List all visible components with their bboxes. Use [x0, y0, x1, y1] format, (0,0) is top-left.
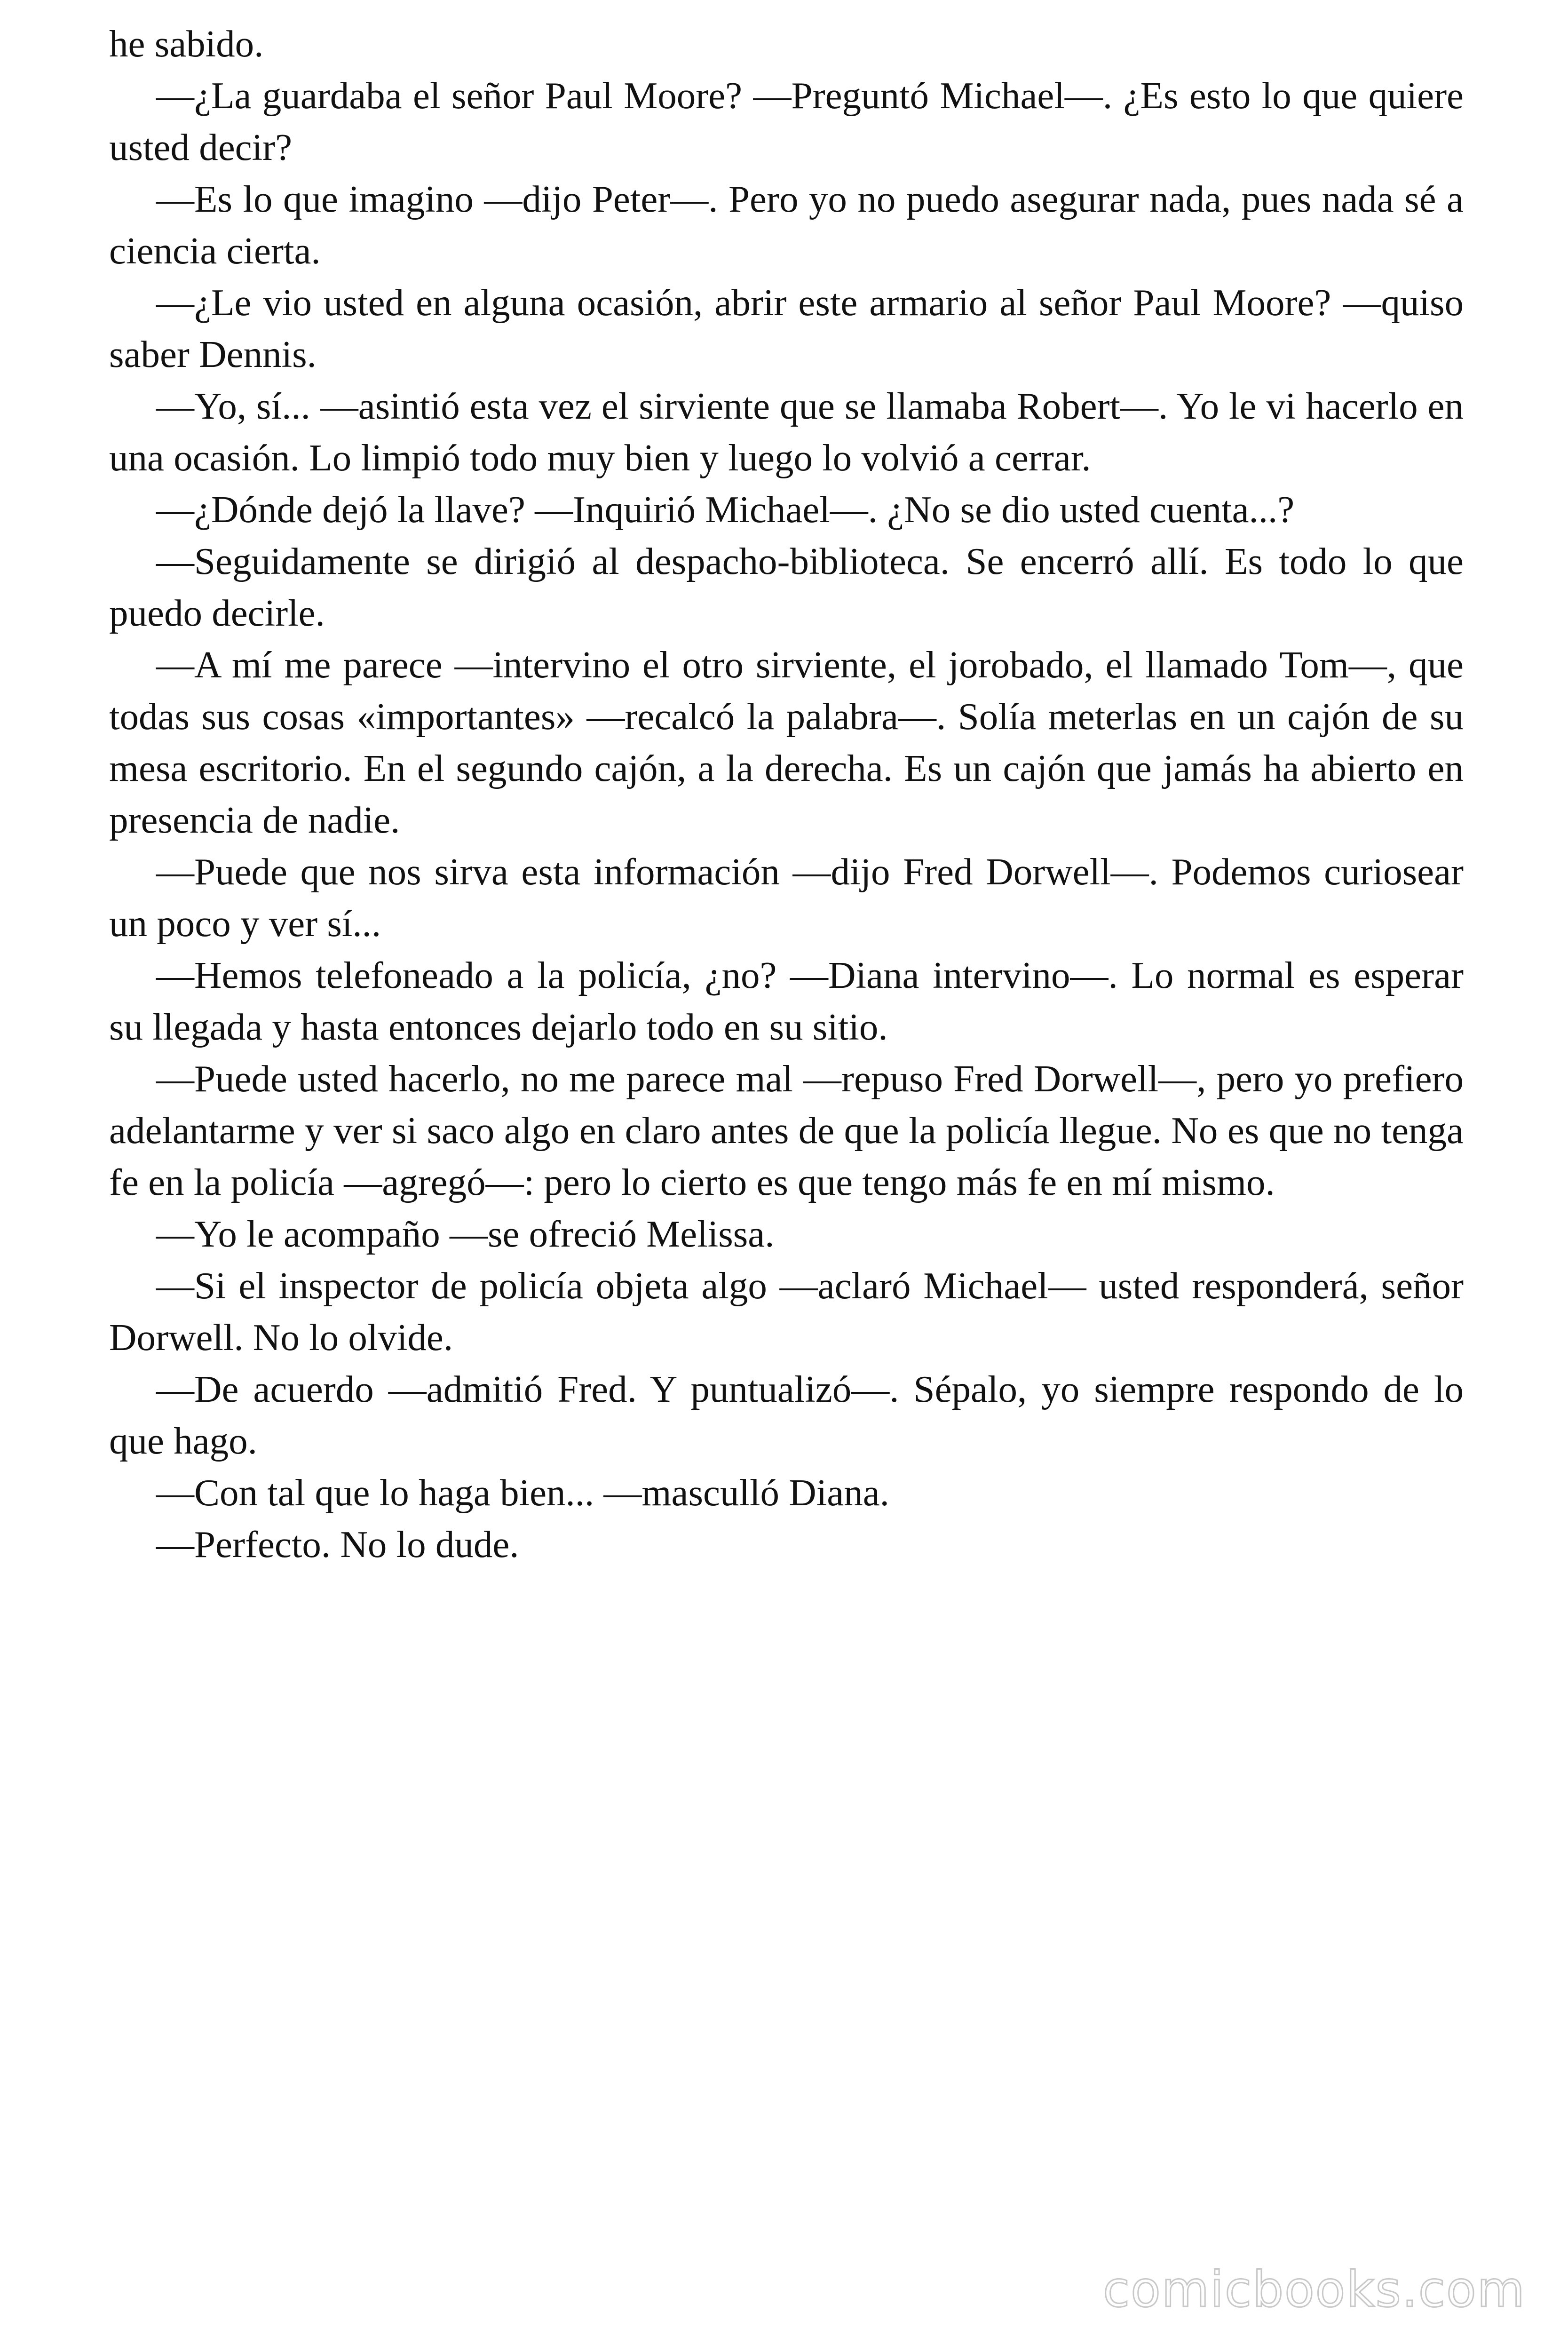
- paragraph-9: —Puede que nos sirva esta información —dijo Fred Dorwell—. Podemos curiosear un poco y ver sí...: [109, 850, 1464, 945]
- paragraph-8: —A mí me parece —intervino el otro sirviente, el jorobado, el llamado Tom—, que todas sus cosas «importantes» —recalcó la palabra—. Solía meterlas en un cajón de su mesa escritorio. En el segundo cajón, a la derecha. Es un cajón que jamás ha abierto en presencia de nadie.: [109, 644, 1464, 841]
- paragraph-11: —Puede usted hacerlo, no me parece mal —repuso Fred Dorwell—, pero yo prefiero adelantarme y ver si saco algo en claro antes de que la policía llegue. No es que no tenga fe en la policía —agregó—: pero lo cierto es que tengo más fe en mí mismo.: [109, 1057, 1464, 1203]
- paragraph-2: —¿La guardaba el señor Paul Moore? —Preguntó Michael—. ¿Es esto lo que quiere usted decir?: [109, 74, 1464, 168]
- paragraph-4: —¿Le vio usted en alguna ocasión, abrir este armario al señor Paul Moore? —quiso saber Dennis.: [109, 281, 1464, 375]
- paragraph-6: —¿Dónde dejó la llave? —Inquirió Michael—. ¿No se dio usted cuenta...?: [156, 488, 1295, 531]
- paragraph-10: —Hemos telefoneado a la policía, ¿no? —Diana intervino—. Lo normal es esperar su llegada y hasta entonces dejarlo todo en su sitio.: [109, 954, 1464, 1048]
- paragraph-7: —Seguidamente se dirigió al despacho-biblioteca. Se encerró allí. Es todo lo que puedo decirle.: [109, 540, 1464, 634]
- paragraph-5: —Yo, sí... —asintió esta vez el sirviente que se llamaba Robert—. Yo le vi hacerlo en una ocasión. Lo limpió todo muy bien y luego lo volvió a cerrar.: [109, 385, 1464, 479]
- watermark-text: comicbooks.com: [1102, 2261, 1526, 2318]
- paragraph-3: —Es lo que imagino —dijo Peter—. Pero yo no puedo asegurar nada, pues nada sé a ciencia cierta.: [109, 178, 1464, 272]
- paragraph-15: —Con tal que lo haga bien... —masculló Diana.: [156, 1471, 889, 1514]
- paragraph-14: —De acuerdo —admitió Fred. Y puntualizó—. Sépalo, yo siempre respondo de lo que hago.: [109, 1368, 1464, 1462]
- book-page-text: [109, 18, 1464, 1570]
- paragraph-12: —Yo le acompaño —se ofreció Melissa.: [156, 1213, 775, 1255]
- paragraph-1: he sabido.: [109, 23, 264, 65]
- paragraph-16: —Perfecto. No lo dude.: [156, 1523, 519, 1565]
- paragraph-13: —Si el inspector de policía objeta algo —aclaró Michael— usted responderá, señor Dorwell. No lo olvide.: [109, 1264, 1464, 1359]
